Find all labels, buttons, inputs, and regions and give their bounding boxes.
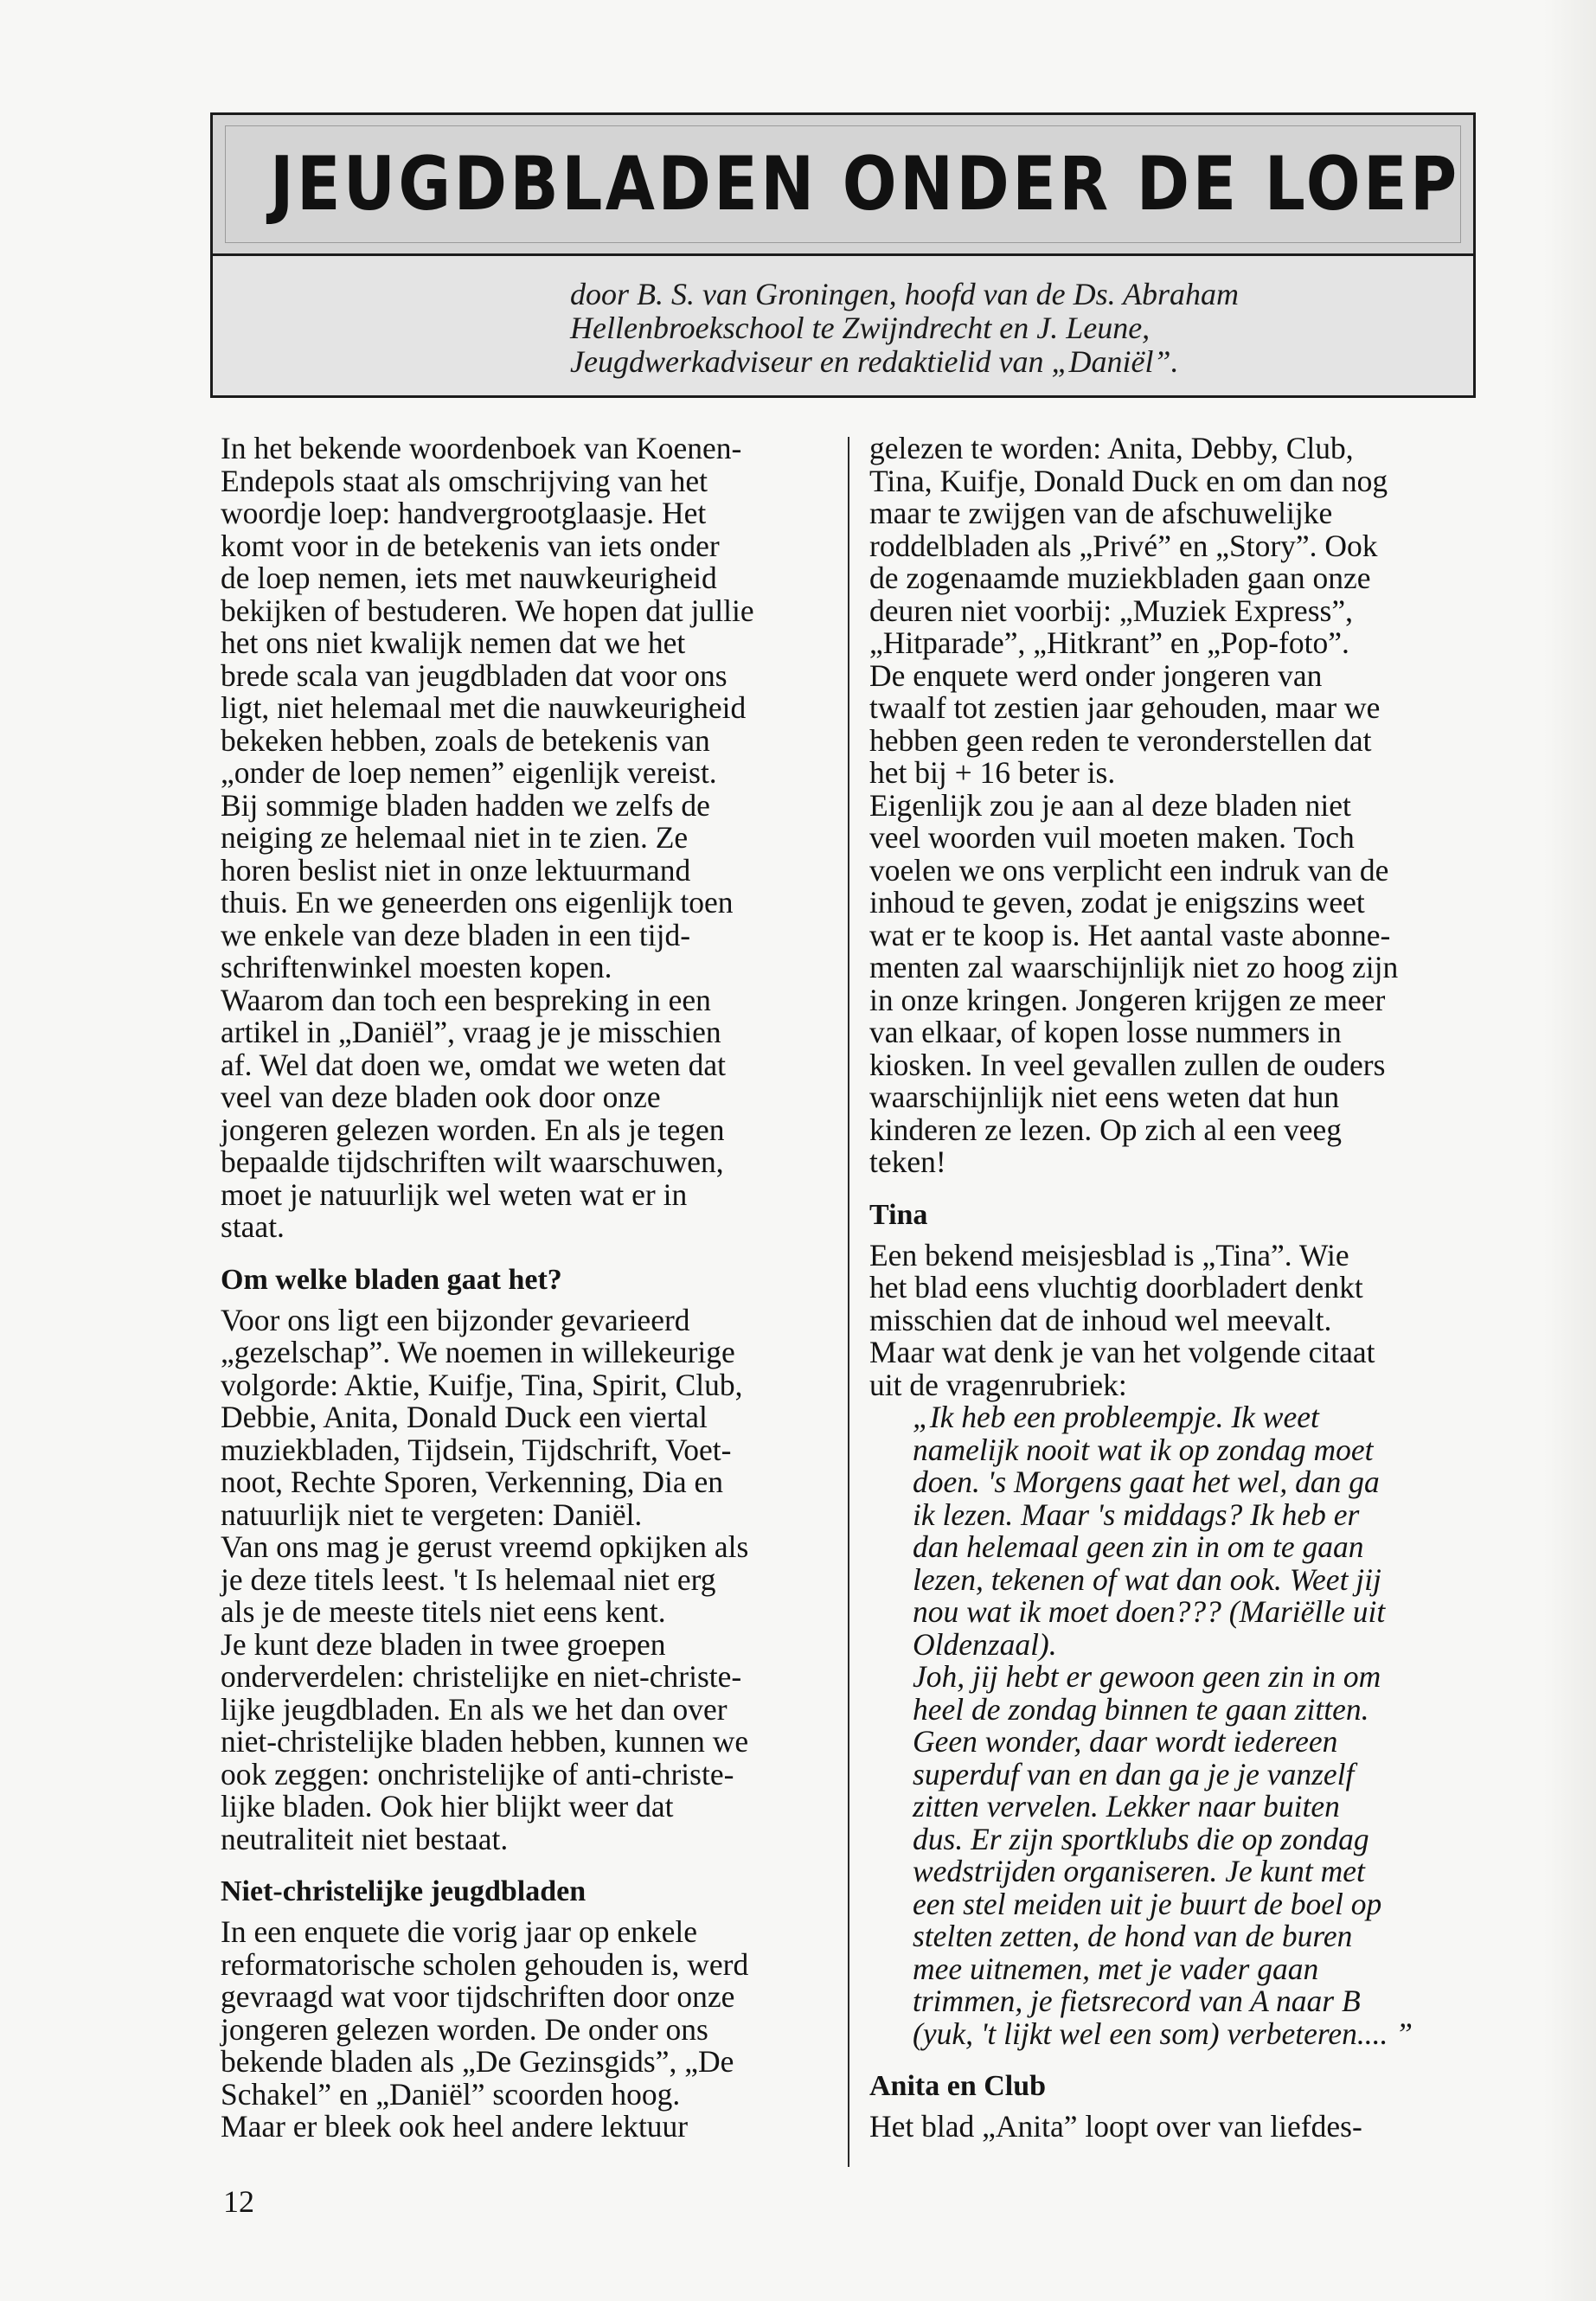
text-line: roddelbladen als „Privé” en „Story”. Ook xyxy=(869,528,1378,563)
text-line: staat. xyxy=(221,1209,285,1244)
text-line: we enkele van deze bladen in een tijd- xyxy=(221,917,691,952)
text-line: artikel in „Daniël”, vraag je je misschien xyxy=(221,1015,721,1049)
text-line: menten zal waarschijnlijk niet zo hoog zijn xyxy=(869,950,1399,984)
article-title: JEUGDBLADEN ONDER DE LOEP xyxy=(270,141,1460,228)
text-line: waarschijnlijk niet eens weten dat hun xyxy=(869,1080,1340,1114)
text-line: neutraliteit niet bestaat. xyxy=(221,1821,509,1856)
text-line: „onder de loep nemen” eigenlijk vereist. xyxy=(221,755,717,790)
continued-paragraphs xyxy=(869,433,1492,1179)
text-line: twaalf tot zestien jaar gehouden, maar we xyxy=(869,690,1381,725)
text-line: kinderen ze lezen. Op zich al een veeg xyxy=(869,1112,1343,1147)
text-line: superduf van en dan ga je je vanzelf xyxy=(913,1756,1355,1791)
byline-line: door B. S. van Groningen, hoofd van de Ds. Abraham xyxy=(570,277,1239,311)
text-line: trimmen, je fietsrecord van A naar B xyxy=(913,1984,1361,2018)
text-line: jongeren gelezen worden. De onder ons xyxy=(221,2011,708,2047)
text-line: kiosken. In veel gevallen zullen de ouders xyxy=(869,1047,1386,1082)
byline-line: Jeugdwerkadviseur en redaktielid van „Daniël”. xyxy=(570,344,1179,379)
text-line: af. Wel dat doen we, omdat we weten dat xyxy=(221,1047,726,1082)
text-line: ligt, niet helemaal met die nauwkeurigheid xyxy=(221,690,747,725)
text-line: Een bekend meisjesblad is „Tina”. Wie xyxy=(869,1237,1349,1272)
text-line: noot, Rechte Sporen, Verkenning, Dia en xyxy=(221,1465,724,1499)
text-line: Je kunt deze bladen in twee groepen xyxy=(221,1626,666,1662)
text-line: in onze kringen. Jongeren krijgen ze meer xyxy=(869,982,1386,1017)
text-line: onderverdelen: christelijke en niet-christe- xyxy=(221,1659,742,1694)
text-line: Maar wat denk je van het volgende citaat xyxy=(869,1335,1375,1369)
text-line: maar te zwijgen van de afschuwelijke xyxy=(869,496,1333,530)
text-line: teken! xyxy=(869,1144,946,1179)
text-line: voelen we ons verplicht een indruk van de xyxy=(869,852,1389,888)
text-line: jongeren gelezen worden. En als je tegen xyxy=(221,1112,725,1147)
text-line: lijke jeugdbladen. En als we het dan over xyxy=(221,1691,727,1727)
text-line: Endepols staat als omschrijving van het xyxy=(221,463,708,498)
text-line: bekeken hebben, zoals de betekenis van xyxy=(221,722,710,758)
text-line: deuren niet voorbij: „Muziek Express”, xyxy=(869,593,1353,628)
text-line: muziekbladen, Tijdsein, Tijdschrift, Voet- xyxy=(221,1432,732,1467)
text-line: komt voor in de betekenis van iets onder xyxy=(221,528,720,563)
text-line: neiging ze helemaal niet in te zien. Ze xyxy=(221,820,689,855)
text-line: In het bekende woordenboek van Koenen- xyxy=(221,431,742,465)
quoted-letter xyxy=(913,1401,1492,2050)
text-line: „gezelschap”. We noemen in willekeurige xyxy=(221,1335,735,1369)
text-line: als je de meeste titels niet eens kent. xyxy=(221,1594,666,1629)
text-line: je deze titels leest. 't Is helemaal niet erg xyxy=(221,1561,716,1597)
byline xyxy=(570,278,1452,379)
page-number: 12 xyxy=(223,2184,254,2219)
section4-paragraphs xyxy=(869,2111,1492,2144)
text-line: De enquete werd onder jongeren van xyxy=(869,657,1323,693)
text-line: Tina, Kuifje, Donald Duck en om dan nog xyxy=(869,463,1388,498)
text-line: stelten zetten, de hond van de buren xyxy=(913,1919,1353,1953)
text-line: mee uitnemen, met je vader gaan xyxy=(913,1951,1319,1986)
left-column xyxy=(221,433,843,2144)
title-band xyxy=(213,115,1473,256)
text-line: wat er te koop is. Het aantal vaste abonne- xyxy=(869,917,1391,952)
text-line: veel woorden vuil moeten maken. Toch xyxy=(869,820,1355,855)
text-line: Waarom dan toch een bespreking in een xyxy=(221,982,711,1017)
byline-line: Hellenbroekschool te Zwijndrecht en J. Leune, xyxy=(570,311,1151,345)
text-line: de loep nemen, iets met nauwkeurigheid xyxy=(221,561,717,595)
text-line: (yuk, 't lijkt wel een som) verbeteren.... ” xyxy=(913,2016,1413,2051)
text-line: woordje loep: handvergrootglaasje. Het xyxy=(221,496,707,530)
text-line: dus. Er zijn sportklubs die op zondag xyxy=(913,1821,1369,1856)
right-column xyxy=(869,433,1492,2144)
text-line: moet je natuurlijk wel weten wat er in xyxy=(221,1176,688,1212)
text-line: thuis. En we geneerden ons eigenlijk toen xyxy=(221,885,734,920)
text-line: natuurlijk niet te vergeten: Daniël. xyxy=(221,1497,643,1532)
text-line: Schakel” en „Daniël” scoorden hoog. xyxy=(221,2076,681,2112)
text-line: hebben geen reden te veronderstellen dat xyxy=(869,722,1372,758)
text-line: uit de vragenrubriek: xyxy=(869,1367,1127,1402)
text-line: Maar er bleek ook heel andere lektuur xyxy=(221,2109,689,2144)
section3-paragraphs xyxy=(869,1237,1492,1402)
text-line: het ons niet kwalijk nemen dat we het xyxy=(221,625,686,660)
section2-paragraphs xyxy=(221,1916,843,2144)
text-line: gelezen te worden: Anita, Debby, Club, xyxy=(869,431,1354,465)
text-line: bekijken of bestuderen. We hopen dat jullie xyxy=(221,593,754,628)
column-divider xyxy=(848,437,849,2167)
text-line: In een enquete die vorig jaar op enkele xyxy=(221,1914,697,1949)
intro-paragraphs xyxy=(221,433,843,1244)
text-line: doen. 's Morgens gaat het wel, dan ga xyxy=(913,1465,1380,1499)
text-line: bepaalde tijdschriften wilt waarschuwen, xyxy=(221,1144,724,1179)
text-line: lezen, tekenen of wat dan ook. Weet jij xyxy=(913,1561,1381,1597)
text-line: volgorde: Aktie, Kuifje, Tina, Spirit, Club, xyxy=(221,1367,743,1402)
text-line: „Ik heb een probleempje. Ik weet xyxy=(913,1400,1319,1434)
text-line: bekende bladen als „De Gezinsgids”, „De xyxy=(221,2044,734,2079)
text-line: Geen wonder, daar wordt iedereen xyxy=(913,1724,1338,1759)
text-line: gevraagd wat voor tijdschriften door onze xyxy=(221,1979,735,2014)
text-line: Van ons mag je gerust vreemd opkijken als xyxy=(221,1529,749,1564)
text-line: heel de zondag binnen te gaan zitten. xyxy=(913,1691,1369,1727)
section-heading-which-magazines: Om welke bladen gaat het? xyxy=(221,1263,562,1296)
text-line: zitten vervelen. Lekker naar buiten xyxy=(913,1789,1340,1823)
text-line: wedstrijden organiseren. Je kunt met xyxy=(913,1854,1365,1888)
text-line: een stel meiden uit je buurt de boel op xyxy=(913,1886,1382,1921)
page-edge-shadow xyxy=(1544,0,1596,2301)
text-line: ook zeggen: onchristelijke of anti-christe- xyxy=(221,1756,734,1791)
text-line: Voor ons ligt een bijzonder gevarieerd xyxy=(221,1302,690,1337)
text-line: Oldenzaal). xyxy=(913,1626,1057,1662)
section-heading-non-christian-magazines: Niet-christelijke jeugdbladen xyxy=(221,1875,586,1907)
text-line: brede scala van jeugdbladen dat voor ons xyxy=(221,657,727,693)
section1-paragraphs xyxy=(221,1304,843,1856)
text-line: veel van deze bladen ook door onze xyxy=(221,1080,661,1114)
section-heading-anita-en-club: Anita en Club xyxy=(869,2070,1047,2102)
text-line: ik lezen. Maar 's middags? Ik heb er xyxy=(913,1497,1360,1532)
text-line: horen beslist niet in onze lektuurmand xyxy=(221,852,691,888)
text-line: Debbie, Anita, Donald Duck een viertal xyxy=(221,1400,708,1434)
text-line: schriftenwinkel moesten kopen. xyxy=(221,950,612,984)
text-line: „Hitparade”, „Hitkrant” en „Pop-foto”. xyxy=(869,625,1349,660)
text-line: nou wat ik moet doen??? (Mariëlle uit xyxy=(913,1594,1386,1629)
section-heading-tina: Tina xyxy=(869,1198,928,1231)
article-masthead xyxy=(210,112,1476,398)
text-line: dan helemaal geen zin in om te gaan xyxy=(913,1529,1364,1564)
text-line: reformatorische scholen gehouden is, werd xyxy=(221,1946,749,1982)
text-line: namelijk nooit wat ik op zondag moet xyxy=(913,1432,1374,1467)
text-line: misschien dat de inhoud wel meevalt. xyxy=(869,1302,1332,1337)
text-line: van elkaar, of kopen losse nummers in xyxy=(869,1015,1342,1049)
text-line: Eigenlijk zou je aan al deze bladen niet xyxy=(869,787,1351,823)
text-line: Het blad „Anita” loopt over van liefdes- xyxy=(869,2109,1362,2144)
text-line: lijke bladen. Ook hier blijkt weer dat xyxy=(221,1789,674,1823)
text-line: niet-christelijke bladen hebben, kunnen we xyxy=(221,1724,749,1759)
text-line: het blad eens vluchtig doorbladert denkt xyxy=(869,1270,1363,1304)
text-line: de zogenaamde muziekbladen gaan onze xyxy=(869,561,1371,595)
text-line: het bij + 16 beter is. xyxy=(869,755,1116,790)
text-line: Joh, jij hebt er gewoon geen zin in om xyxy=(913,1659,1381,1694)
text-line: Bij sommige bladen hadden we zelfs de xyxy=(221,787,710,823)
text-line: inhoud te geven, zodat je enigszins weet xyxy=(869,885,1365,920)
